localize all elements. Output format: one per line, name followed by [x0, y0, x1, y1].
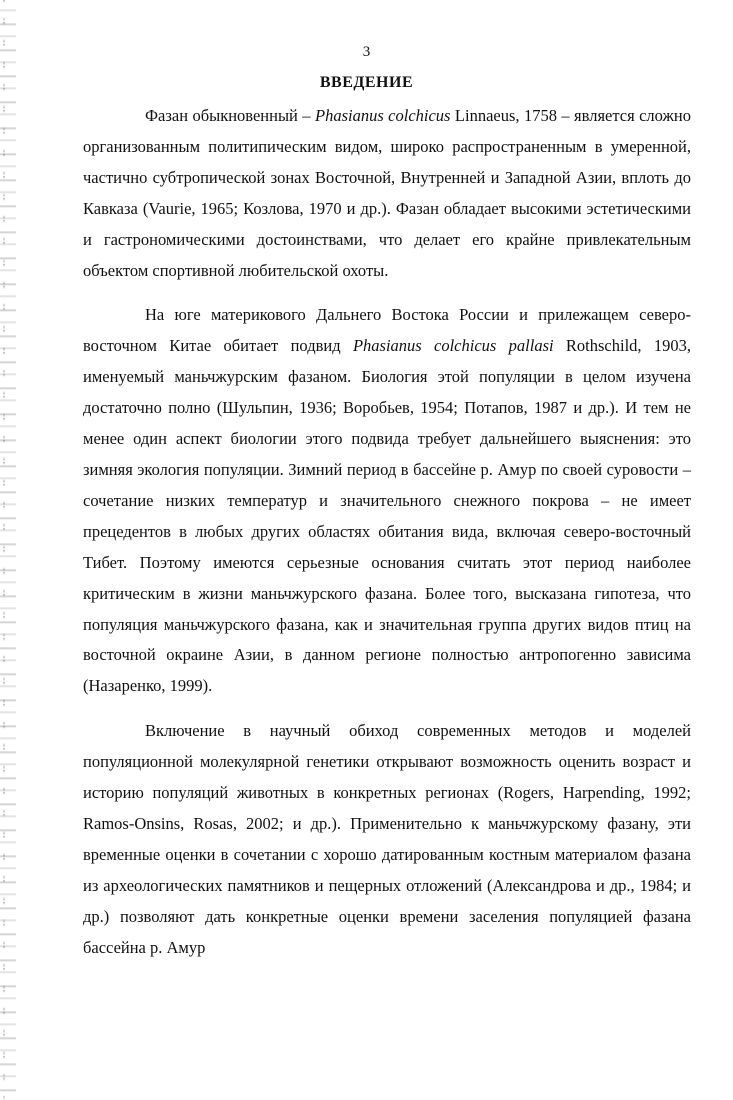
text-run: Включение в научный обиход современных методов и моделей популяционной молекулярной генетики открывают возможность оценить возраст и историю популяций животных в конкретных регионах (Rogers, Harpending, 1992; Ramos-Onsins, Rosas, 2002; и др.). Применительно к маньчжурскому фазану, эти временные оценки в сочетании с хорошо датированным костным материалом фазана из археологических памятников и пещерных отложений (Александрова и др., 1984; и др.) позволяют дать конкретные оценки времени заселения популяцией фазана бассейна р. Амур: [83, 721, 691, 957]
text-run: На юге материкового Дальнего Востока России и прилежащем северо-восточном Китае обитает подвид: [83, 305, 691, 356]
scan-edge-artifact: [0, 0, 16, 1100]
body-text: [83, 101, 691, 963]
species-name: Phasianus colchicus: [314, 106, 451, 125]
subspecies-name: Phasianus colchicus pallasi: [352, 336, 554, 356]
page-number: 3: [362, 44, 371, 60]
paragraph-subspecies: [83, 300, 691, 702]
text-run: Linnaeus, 1758 – является сложно организованным политипическим видом, широко распространенным в умеренной, частично субтропической зонах Восточной, Внутренней и Западной Азии, вплоть до Кавказа (Vaurie, 1965; Козлова, 1970 и др.). Фазан обладает высокими эстетическими и гастрономическими достоинствами, что делает его крайне привлекательным объектом спортивной любительской охоты.: [83, 106, 691, 280]
paragraph-methods: [83, 716, 691, 963]
paragraph-intro: [83, 101, 691, 286]
section-heading: ВВЕДЕНИЕ: [319, 74, 414, 91]
text-run: Фазан обыкновенный –: [145, 106, 315, 125]
text-run: Rothschild, 1903, именуемый маньчжурским фазаном. Биология этой популяции в целом изучена достаточно полно (Шульпин, 1936; Воробьев, 1954; Потапов, 1987 и др.). И тем не менее один аспект биологии этого подвида требует дальнейшего выяснения: это зимняя экология популяции. Зимний период в бассейне р. Амур по своей суровости – сочетание низких температур и значительного снежного покрова – не имеет прецедентов в любых других областях обитания вида, включая северо-восточный Тибет. Поэтому имеются серьезные основания считать этот период наиболее критическим в жизни маньчжурского фазана. Более того, высказана гипотеза, что популяция маньчжурского фазана, как и значительная группа других видов птиц на восточной окраине Азии, в данном регионе полностью антропогенно зависима (Назаренко, 1999).: [83, 336, 691, 696]
